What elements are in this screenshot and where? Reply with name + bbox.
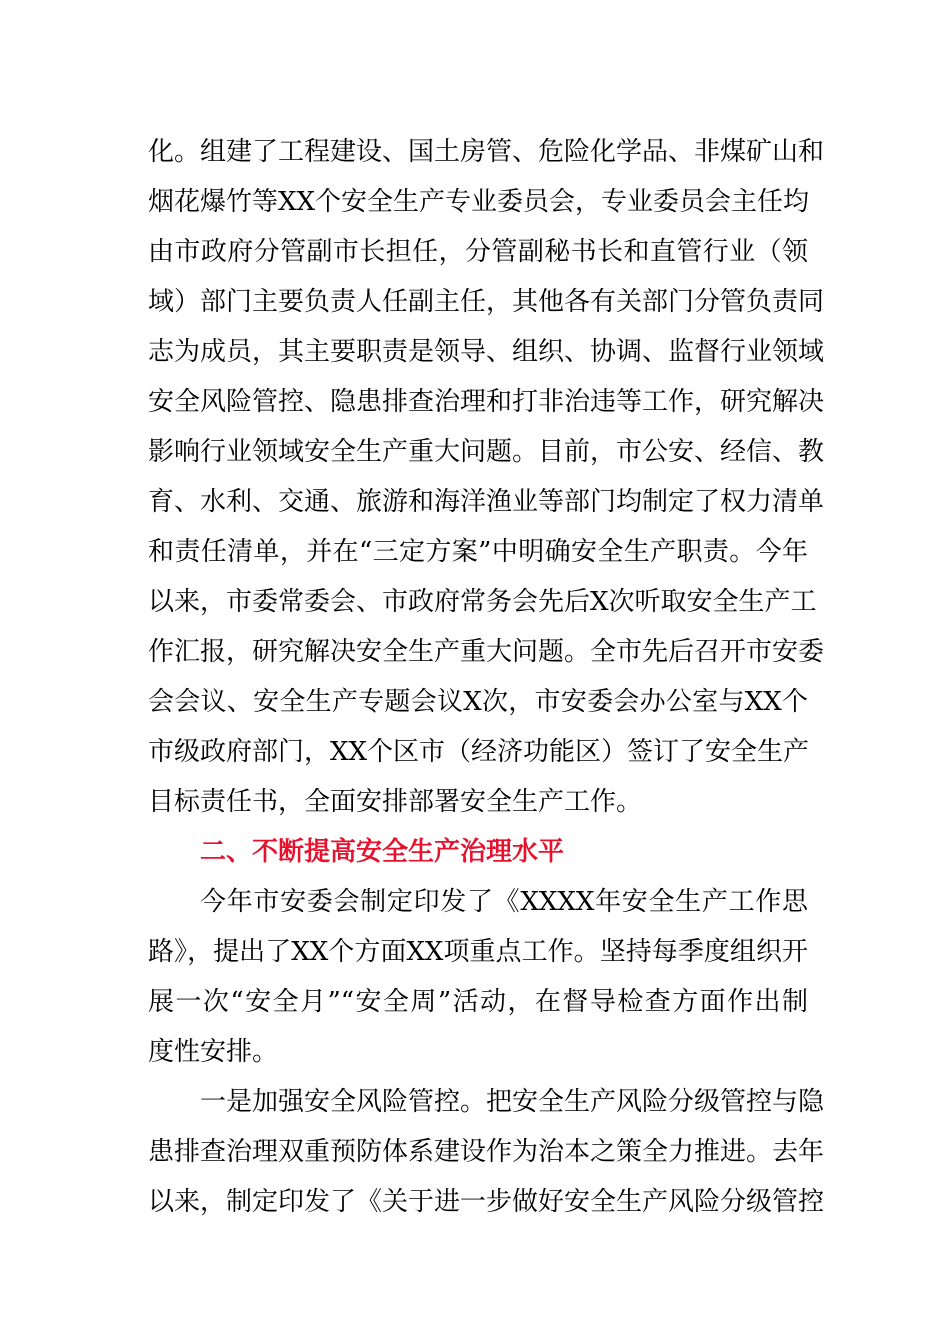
paragraph-2-line-3: 展一次“安全月”“安全周”活动，在督导检查方面作出制 [148,987,808,1017]
paragraph-2-line-1: 今年市安委会制定印发了《XXXX年安全生产工作思 [200,887,808,917]
paragraph-3-line-2: 患排查治理双重预防体系建设作为治本之策全力推进。去年 [148,1137,825,1167]
paragraph-1-line-13: 市级政府部门，XX个区市（经济功能区）签订了安全生产 [148,737,810,767]
paragraph-1-line-12: 会会议、安全生产专题会议X次，市安委会办公室与XX个 [148,687,808,717]
paragraph-1-line-7: 影响行业领域安全生产重大问题。目前，市公安、经信、教 [148,437,825,467]
paragraph-3-line-3: 以来，制定印发了《关于进一步做好安全生产风险分级管控 [148,1187,825,1217]
paragraph-1-line-11: 作汇报，研究解决安全生产重大问题。全市先后召开市安委 [148,637,825,667]
paragraph-1-line-14: 目标责任书，全面安排部署安全生产工作。 [148,787,643,817]
paragraph-1-line-6: 安全风险管控、隐患排查治理和打非治违等工作，研究解决 [148,387,825,417]
paragraph-1-line-4: 域）部门主要负责人任副主任，其他各有关部门分管负责同 [148,287,825,317]
paragraph-2-line-4: 度性安排。 [148,1037,279,1067]
section-heading: 二、不断提高安全生产治理水平 [200,837,565,867]
paragraph-1-line-9: 和责任清单，并在“三定方案”中明确安全生产职责。今年 [148,537,808,567]
paragraph-1-line-2: 烟花爆竹等XX个安全生产专业委员会，专业委员会主任均 [148,187,810,217]
paragraph-2-line-2: 路》，提出了XX个方面XX项重点工作。坚持每季度组织开 [148,937,808,967]
paragraph-1-line-3: 由市政府分管副市长担任，分管副秘书长和直管行业（领 [148,237,808,267]
paragraph-1-line-10: 以来，市委常委会、市政府常务会先后X次听取安全生产工 [148,587,817,617]
paragraph-1-line-1: 化。组建了工程建设、国土房管、危险化学品、非煤矿山和 [148,137,825,167]
paragraph-3-line-1: 一是加强安全风险管控。把安全生产风险分级管控与隐 [200,1087,825,1117]
paragraph-1-line-5: 志为成员，其主要职责是领导、组织、协调、监督行业领域 [148,337,825,367]
paragraph-1-line-8: 育、水利、交通、旅游和海洋渔业等部门均制定了权力清单 [148,487,825,517]
